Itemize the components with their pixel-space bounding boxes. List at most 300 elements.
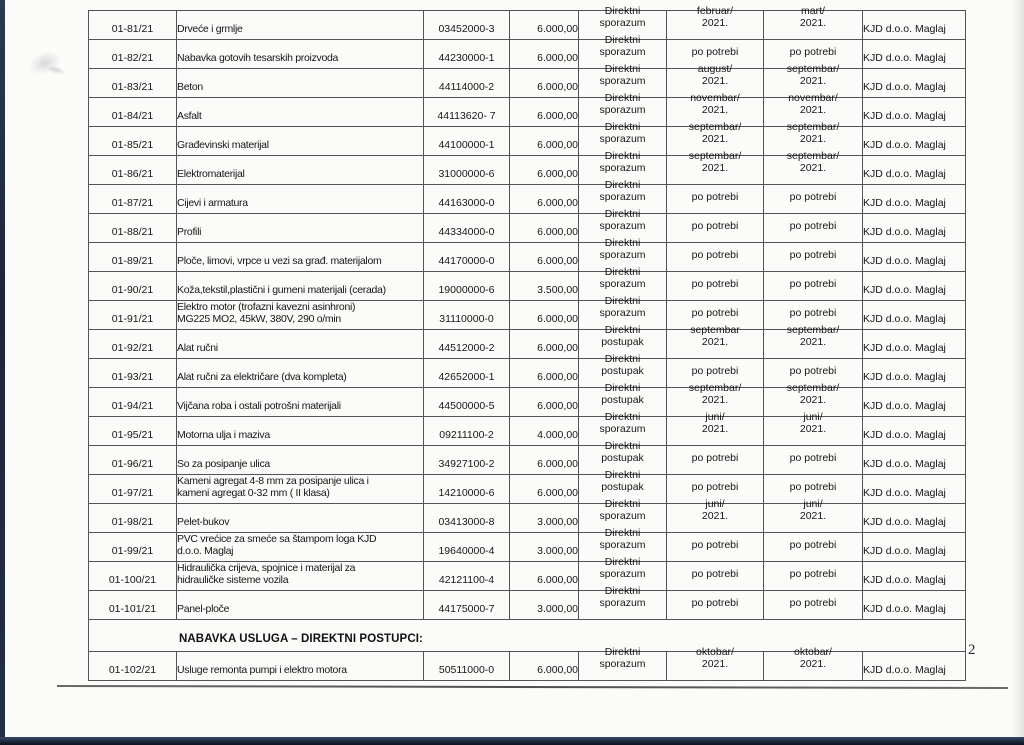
table-row: [89, 272, 966, 301]
row-description-line: So za posipanje ulica: [177, 458, 270, 470]
row-id-line: 01-101/21: [108, 603, 157, 615]
row-description-line: Motorna ulja i maziva: [177, 429, 270, 441]
row-procedure-line: postupak: [601, 452, 644, 464]
table-row: [89, 504, 966, 533]
row-plan-end: [764, 272, 863, 301]
row-amount-line: 3.000,00: [537, 516, 578, 528]
row-plan-end: [764, 498, 863, 533]
row-description-line: Panel-ploče: [177, 603, 230, 615]
row-organization-line: KJD d.o.o. Maglaj: [863, 81, 946, 93]
row-description-line: Vijčana roba i ostali potrošni materijali: [177, 400, 341, 412]
row-description: [177, 11, 424, 40]
row-organization: [863, 388, 966, 417]
row-id-line: 01-97/21: [111, 487, 154, 499]
row-plan-end: [764, 411, 863, 446]
row-plan-end-line: 2021.: [799, 75, 827, 87]
row-plan-end: [764, 533, 863, 562]
row-plan-start-line: 2021.: [701, 394, 729, 406]
row-amount-line: 6.000,00: [537, 664, 578, 676]
row-organization: [863, 40, 966, 69]
row-cpv-code: [424, 214, 510, 243]
row-procedure-line: Direktni: [604, 237, 641, 249]
row-organization-line: KJD d.o.o. Maglaj: [863, 516, 946, 528]
row-cpv-code: [424, 591, 510, 620]
row-organization: [863, 562, 966, 591]
row-procedure-line: sporazum: [599, 46, 646, 58]
row-cpv-code-line: 03452000-3: [438, 23, 495, 35]
row-description-line: Drveće i grmlje: [177, 23, 243, 35]
row-organization: [863, 98, 966, 127]
row-plan-end-line: po potrebi: [789, 539, 837, 551]
row-procedure-line: Direktni: [604, 121, 641, 133]
row-description-line: kameni agregat 0-32 mm ( II klasa): [177, 487, 330, 499]
row-id: [89, 243, 177, 272]
row-id-line: 01-96/21: [111, 458, 154, 470]
row-description: [177, 504, 424, 533]
row-cpv-code-line: 09211100-2: [439, 429, 494, 441]
row-organization: [863, 652, 966, 681]
row-description-line: Hidraulička crijeva, spojnice i materijal za: [177, 562, 356, 574]
row-amount: [510, 156, 579, 185]
row-plan-end-line: juni/: [803, 411, 823, 423]
row-description-line: Pelet-bukov: [177, 516, 230, 528]
row-cpv-code-line: 42121100-4: [438, 574, 495, 586]
row-cpv-code: [424, 301, 510, 330]
row-description-line: Profili: [177, 226, 202, 238]
row-cpv-code-line: 19000000-6: [438, 284, 495, 296]
row-amount-line: 6.000,00: [537, 197, 578, 209]
row-organization-line: KJD d.o.o. Maglaj: [863, 429, 946, 441]
row-plan-end-line: 2021.: [799, 394, 827, 406]
table-row: [89, 156, 966, 185]
row-amount-line: 6.000,00: [537, 458, 578, 470]
row-plan-end-line: 2021.: [799, 104, 827, 116]
row-cpv-code: [424, 127, 510, 156]
row-plan-end: [764, 185, 863, 214]
row-organization: [863, 330, 966, 359]
row-plan-end-line: 2021.: [799, 133, 827, 145]
row-id: [89, 301, 177, 330]
row-description: [177, 243, 424, 272]
row-plan-start-line: 2021.: [701, 510, 729, 522]
row-amount-line: 6.000,00: [537, 487, 578, 499]
row-procedure-line: Direktni: [604, 324, 641, 336]
row-cpv-code-line: 44170000-0: [438, 255, 495, 267]
row-organization: [863, 272, 966, 301]
row-procedure-line: sporazum: [599, 568, 646, 580]
row-plan-start: [667, 185, 764, 214]
row-id-line: 01-94/21: [111, 400, 154, 412]
row-cpv-code-line: 44114000-2: [438, 81, 495, 93]
row-organization: [863, 475, 966, 504]
row-procedure-line: postupak: [601, 365, 644, 377]
row-description-line: PVC vrećice za smeće sa štampom loga KJD: [177, 533, 377, 545]
row-procedure-line: Direktni: [604, 34, 641, 46]
row-organization-line: KJD d.o.o. Maglaj: [863, 168, 946, 180]
row-plan-start-line: 2021.: [701, 133, 729, 145]
row-id: [89, 388, 177, 417]
row-procedure-line: sporazum: [599, 133, 646, 145]
row-description: [177, 98, 424, 127]
row-id-line: 01-81/21: [111, 23, 154, 35]
row-plan-start: [667, 243, 764, 272]
row-plan-end-line: po potrebi: [789, 452, 837, 464]
row-description: [177, 417, 424, 446]
row-plan-end-line: 2021.: [799, 423, 827, 435]
row-organization-line: KJD d.o.o. Maglaj: [863, 400, 946, 412]
row-description: [177, 69, 424, 98]
row-plan-end-line: septembar/: [786, 324, 840, 336]
row-procedure-line: Direktni: [604, 150, 641, 162]
row-id: [89, 504, 177, 533]
row-description-line: Nabavka gotovih tesarskih proizvoda: [177, 52, 339, 64]
table-row: [89, 243, 966, 272]
scan-edge-left: [0, 0, 5, 745]
row-procedure-line: Direktni: [604, 440, 641, 452]
row-id: [89, 214, 177, 243]
section-header: NABAVKA USLUGA – DIREKTNI POSTUPCI:: [179, 633, 423, 645]
row-plan-start-line: 2021.: [701, 336, 729, 348]
row-plan-start-line: po potrebi: [691, 539, 739, 551]
row-cpv-code: [424, 11, 510, 40]
row-plan-start: [667, 324, 764, 359]
row-plan-end-line: septembar/: [786, 63, 840, 75]
row-id: [89, 417, 177, 446]
row-procedure-line: Direktni: [604, 527, 641, 539]
row-amount-line: 6.000,00: [537, 110, 578, 122]
row-plan-end: [764, 150, 863, 185]
row-amount: [510, 562, 579, 591]
row-plan-start: [667, 591, 764, 620]
row-cpv-code-line: 31110000-0: [439, 313, 494, 325]
row-plan-end-line: 2021.: [799, 658, 827, 670]
row-description: [177, 475, 424, 504]
row-description: [177, 562, 424, 591]
row-procedure-line: Direktni: [604, 92, 641, 104]
row-id: [89, 156, 177, 185]
row-organization-line: KJD d.o.o. Maglaj: [863, 574, 946, 586]
row-procedure: [579, 585, 667, 620]
row-plan-end-line: mart/: [801, 5, 825, 17]
row-plan-end-line: 2021.: [799, 162, 827, 174]
row-amount: [510, 359, 579, 388]
row-cpv-code: [424, 359, 510, 388]
table-row: [89, 330, 966, 359]
row-description: [177, 446, 424, 475]
row-cpv-code: [424, 69, 510, 98]
row-amount-line: 4.000,00: [537, 429, 578, 441]
row-cpv-code: [424, 562, 510, 591]
table-row: [89, 446, 966, 475]
row-amount: [510, 388, 579, 417]
row-amount: [510, 533, 579, 562]
row-organization: [863, 446, 966, 475]
row-procedure-line: sporazum: [599, 75, 646, 87]
row-amount: [510, 243, 579, 272]
row-organization-line: KJD d.o.o. Maglaj: [863, 52, 946, 64]
row-description: [177, 533, 424, 562]
row-id: [89, 591, 177, 620]
row-id: [89, 185, 177, 214]
row-description-line: d.o.o. Maglaj: [177, 545, 234, 557]
row-plan-end-line: septembar/: [786, 382, 840, 394]
row-cpv-code: [424, 504, 510, 533]
row-plan-end: [764, 5, 863, 40]
row-organization: [863, 69, 966, 98]
row-description-line: MG225 MO2, 45kW, 380V, 290 o/min: [177, 313, 341, 325]
row-plan-start: [667, 214, 764, 243]
row-cpv-code-line: 31000000-6: [438, 168, 495, 180]
row-cpv-code-line: 44163000-0: [438, 197, 495, 209]
row-cpv-code: [424, 652, 510, 681]
row-id-line: 01-85/21: [111, 139, 154, 151]
row-procedure-line: sporazum: [599, 423, 646, 435]
row-id: [89, 359, 177, 388]
row-plan-end: [764, 591, 863, 620]
row-plan-start-line: septembar: [690, 324, 740, 336]
row-id: [89, 11, 177, 40]
row-id: [89, 562, 177, 591]
row-cpv-code: [424, 272, 510, 301]
row-id: [89, 330, 177, 359]
row-plan-start-line: 2021.: [701, 17, 729, 29]
row-id: [89, 40, 177, 69]
row-amount-line: 6.000,00: [537, 574, 578, 586]
row-cpv-code: [424, 475, 510, 504]
row-cpv-code: [424, 156, 510, 185]
row-plan-start-line: august/: [697, 63, 733, 75]
row-description-line: Građevinski materijal: [177, 139, 269, 151]
row-organization-line: KJD d.o.o. Maglaj: [863, 545, 946, 557]
row-amount: [510, 98, 579, 127]
row-organization-line: KJD d.o.o. Maglaj: [863, 226, 946, 238]
row-id: [89, 446, 177, 475]
row-plan-start: [667, 446, 764, 475]
row-description-line: Alat ručni: [177, 342, 218, 354]
row-amount: [510, 69, 579, 98]
row-plan-end-line: po potrebi: [789, 365, 837, 377]
row-plan-start-line: po potrebi: [691, 278, 739, 290]
row-organization: [863, 127, 966, 156]
table-row: [89, 214, 966, 243]
row-organization: [863, 214, 966, 243]
row-amount-line: 6.000,00: [537, 313, 578, 325]
row-id-line: 01-90/21: [111, 284, 154, 296]
row-amount: [510, 475, 579, 504]
row-procedure-line: sporazum: [599, 597, 646, 609]
row-procedure-line: Direktni: [604, 295, 641, 307]
row-cpv-code: [424, 533, 510, 562]
row-plan-end-line: 2021.: [799, 336, 827, 348]
row-description-line: Koža,tekstil,plastični i gumeni materijali (cerada): [177, 284, 386, 296]
row-plan-end-line: oktobar/: [794, 646, 832, 658]
row-id-line: 01-86/21: [111, 168, 154, 180]
row-plan-start: [667, 5, 764, 40]
row-organization-line: KJD d.o.o. Maglaj: [863, 664, 946, 676]
row-id: [89, 652, 177, 681]
row-plan-start: [667, 646, 764, 681]
row-plan-end: [764, 243, 863, 272]
row-organization: [863, 504, 966, 533]
row-cpv-code-line: 44100000-1: [438, 139, 495, 151]
table-row: [89, 591, 966, 620]
row-organization-line: KJD d.o.o. Maglaj: [863, 197, 946, 209]
row-plan-end-line: po potrebi: [789, 46, 837, 58]
row-plan-end-line: po potrebi: [789, 249, 837, 261]
row-procedure-line: Direktni: [604, 179, 641, 191]
row-cpv-code: [424, 243, 510, 272]
scan-edge-right: [1012, 0, 1024, 745]
table-row: [89, 533, 966, 562]
row-cpv-code: [424, 330, 510, 359]
row-amount: [510, 417, 579, 446]
row-procedure-line: sporazum: [599, 510, 646, 522]
row-cpv-code-line: 14210000-6: [438, 487, 495, 499]
row-description: [177, 156, 424, 185]
row-cpv-code: [424, 98, 510, 127]
row-plan-end: [764, 646, 863, 681]
row-plan-start-line: po potrebi: [691, 452, 739, 464]
row-plan-start-line: po potrebi: [691, 249, 739, 261]
row-plan-start-line: 2021.: [701, 162, 729, 174]
row-procedure-line: postupak: [601, 394, 644, 406]
row-description: [177, 301, 424, 330]
row-amount-line: 6.000,00: [537, 371, 578, 383]
row-organization-line: KJD d.o.o. Maglaj: [863, 255, 946, 267]
row-procedure-line: sporazum: [599, 307, 646, 319]
row-id-line: 01-82/21: [111, 52, 154, 64]
row-organization-line: KJD d.o.o. Maglaj: [863, 371, 946, 383]
row-cpv-code-line: 44334000-0: [438, 226, 495, 238]
row-organization-line: KJD d.o.o. Maglaj: [863, 458, 946, 470]
row-description-line: Usluge remonta pumpi i elektro motora: [177, 664, 347, 676]
row-amount: [510, 272, 579, 301]
row-procedure-line: sporazum: [599, 249, 646, 261]
row-plan-end-line: po potrebi: [789, 481, 837, 493]
row-cpv-code-line: 42652000-1: [438, 371, 495, 383]
row-procedure-line: sporazum: [599, 220, 646, 232]
row-organization: [863, 11, 966, 40]
row-amount: [510, 330, 579, 359]
row-amount: [510, 40, 579, 69]
row-plan-start-line: septembar/: [688, 121, 742, 133]
row-procedure-line: Direktni: [604, 382, 641, 394]
row-plan-start-line: 2021.: [701, 658, 729, 670]
row-cpv-code-line: 44175000-7: [438, 603, 495, 615]
row-organization: [863, 417, 966, 446]
row-procedure-line: Direktni: [604, 353, 641, 365]
row-description-line: Asfalt: [177, 110, 202, 122]
row-description: [177, 359, 424, 388]
row-plan-start-line: po potrebi: [691, 481, 739, 493]
row-procedure-line: Direktni: [604, 63, 641, 75]
row-plan-end-line: novembar/: [788, 92, 838, 104]
row-procedure-line: Direktni: [604, 498, 641, 510]
row-cpv-code-line: 44512000-2: [438, 342, 495, 354]
row-amount: [510, 504, 579, 533]
row-id: [89, 272, 177, 301]
row-cpv-code: [424, 40, 510, 69]
row-plan-start-line: 2021.: [701, 423, 729, 435]
row-id-line: 01-83/21: [111, 81, 154, 93]
row-organization: [863, 591, 966, 620]
row-cpv-code: [424, 388, 510, 417]
row-description: [177, 591, 424, 620]
row-organization-line: KJD d.o.o. Maglaj: [863, 110, 946, 122]
row-amount-line: 6.000,00: [537, 52, 578, 64]
row-plan-start-line: septembar/: [688, 150, 742, 162]
row-amount-line: 6.000,00: [537, 168, 578, 180]
row-procedure-line: Direktni: [604, 469, 641, 481]
row-amount-line: 6.000,00: [537, 342, 578, 354]
row-description-line: Kameni agregat 4-8 mm za posipanje ulica i: [177, 475, 369, 487]
row-description-line: Elektromaterijal: [177, 168, 245, 180]
row-cpv-code: [424, 417, 510, 446]
row-plan-start-line: oktobar/: [696, 646, 734, 658]
row-procedure-line: sporazum: [599, 162, 646, 174]
row-plan-end-line: po potrebi: [789, 568, 837, 580]
row-id-line: 01-99/21: [111, 545, 154, 557]
row-id-line: 01-89/21: [111, 255, 154, 267]
row-organization: [863, 243, 966, 272]
row-id: [89, 69, 177, 98]
row-plan-start-line: 2021.: [701, 75, 729, 87]
row-procedure-line: sporazum: [599, 658, 646, 670]
row-plan-start-line: po potrebi: [691, 365, 739, 377]
row-organization-line: KJD d.o.o. Maglaj: [863, 139, 946, 151]
row-description: [177, 214, 424, 243]
row-amount-line: 6.000,00: [537, 139, 578, 151]
row-plan-end-line: po potrebi: [789, 278, 837, 290]
row-amount-line: 6.000,00: [537, 255, 578, 267]
row-id-line: 01-87/21: [111, 197, 154, 209]
row-plan-start-line: 2021.: [701, 104, 729, 116]
row-plan-start: [667, 533, 764, 562]
row-amount: [510, 652, 579, 681]
row-description: [177, 272, 424, 301]
row-description-line: Cijevi i armatura: [177, 197, 248, 209]
row-id-line: 01-100/21: [108, 574, 157, 586]
row-cpv-code-line: 44500000-5: [438, 400, 495, 412]
row-organization-line: KJD d.o.o. Maglaj: [863, 487, 946, 499]
row-plan-start-line: po potrebi: [691, 568, 739, 580]
row-procedure-line: sporazum: [599, 17, 646, 29]
row-cpv-code-line: 19640000-4: [438, 545, 495, 557]
procurement-table: [88, 5, 966, 681]
row-plan-end-line: septembar/: [786, 150, 840, 162]
row-plan-start-line: septembar/: [688, 382, 742, 394]
row-plan-start-line: po potrebi: [691, 307, 739, 319]
row-organization-line: KJD d.o.o. Maglaj: [863, 603, 946, 615]
row-amount: [510, 446, 579, 475]
row-id: [89, 533, 177, 562]
row-organization-line: KJD d.o.o. Maglaj: [863, 23, 946, 35]
row-id: [89, 127, 177, 156]
row-description-line: Beton: [177, 81, 203, 93]
row-plan-end-line: juni/: [803, 498, 823, 510]
row-plan-start-line: po potrebi: [691, 46, 739, 58]
row-id-line: 01-84/21: [111, 110, 154, 122]
row-plan-start-line: juni/: [705, 498, 725, 510]
row-amount-line: 6.000,00: [537, 226, 578, 238]
row-id-line: 01-95/21: [111, 429, 154, 441]
row-plan-start-line: novembar/: [690, 92, 740, 104]
table-row: [89, 562, 966, 591]
row-plan-end: [764, 324, 863, 359]
row-plan-end: [764, 214, 863, 243]
row-description-line: Alat ručni za električare (dva kompleta): [177, 371, 347, 383]
row-amount-line: 3.000,00: [537, 545, 578, 557]
